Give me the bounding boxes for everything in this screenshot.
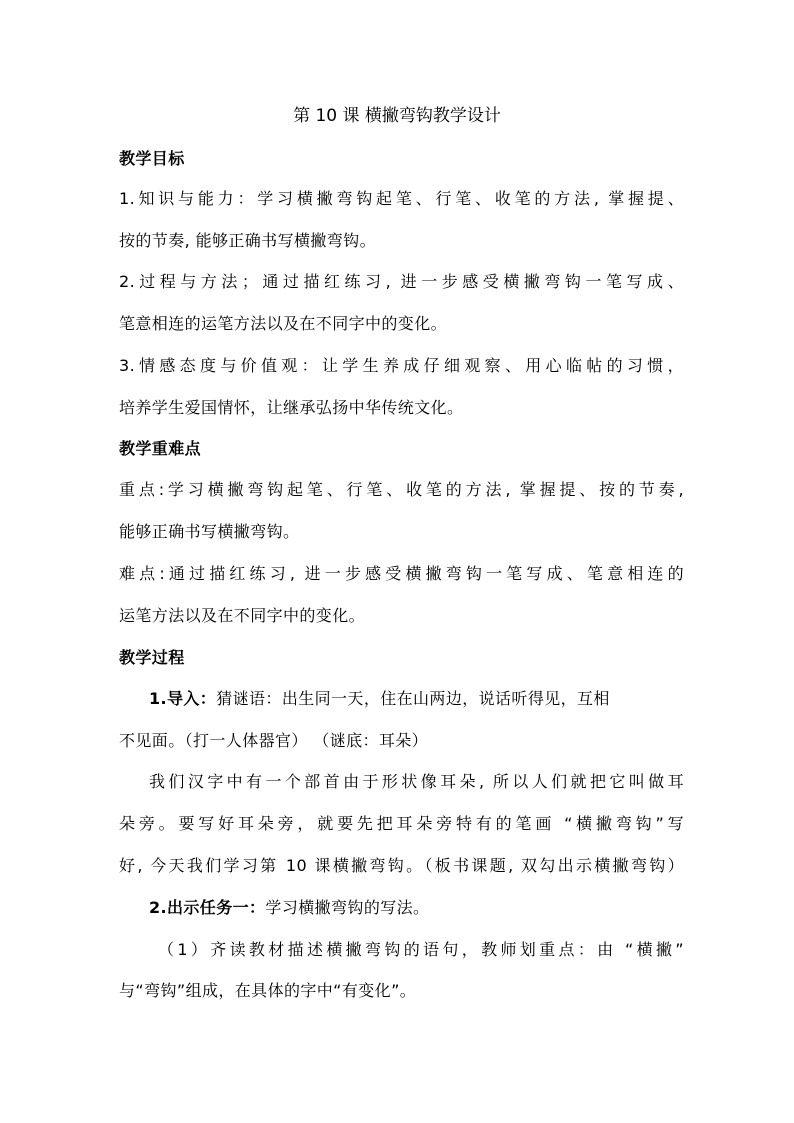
- paragraph-line-2: 朵旁。要写好耳朵旁，就要先把耳朵旁特有的笔画 “横撇弯钩”写: [119, 814, 684, 833]
- intro-text: 猜谜语：出生同一天，住在山两边，说话听得见，互相: [216, 689, 610, 708]
- key-point-line-4: 运笔方法以及在不同字中的变化。: [119, 606, 366, 625]
- document-title: 第 10 课 横撇弯钩教学设计: [293, 106, 501, 126]
- key-point-line-2: 能够正确书写横撇弯钩。: [119, 522, 300, 541]
- objective-line-3: 2.过程与方法；通过描红练习, 进一步感受横撇弯钩一笔写成、: [119, 272, 684, 291]
- objective-line-5: 3.情感态度与价值观：让学生养成仔细观察、用心临帖的习惯，: [119, 356, 684, 375]
- objective-line-1: 1.知识与能力：学习横撇弯钩起笔、行笔、收笔的方法, 掌握提、: [119, 189, 684, 208]
- item1-line-1: （1）齐读教材描述横撇弯钩的语句，教师划重点：由 “横撇”: [158, 940, 684, 959]
- paragraph-line-1: 我们汉字中有一个部首由于形状像耳朵, 所以人们就把它叫做耳: [149, 772, 684, 791]
- process-intro-line-1: [149, 687, 684, 711]
- task1-line: [149, 896, 684, 920]
- paragraph-line-3: 好, 今天我们学习第 10 课横撇弯钩。（板书课题, 双勾出示横撇弯钩）: [119, 856, 684, 875]
- objective-line-6: 培养学生爱国情怀，让继承弘扬中华传统文化。: [119, 398, 464, 417]
- item1-line-2: 与“弯钩”组成，在具体的字中“有变化”。: [119, 981, 417, 1000]
- intro-label: 1.导入：: [149, 689, 217, 708]
- key-point-line-3: 难点:通过描红练习, 进一步感受横撇弯钩一笔写成、笔意相连的: [119, 564, 684, 583]
- objective-line-2: 按的节奏, 能够正确书写横撇弯钩。: [119, 231, 376, 250]
- key-point-line-1: 重点:学习横撇弯钩起笔、行笔、收笔的方法, 掌握提、按的节奏,: [119, 480, 684, 499]
- section-heading-process: 教学过程: [119, 648, 185, 667]
- task1-text: 学习横撇弯钩的写法。: [265, 898, 430, 917]
- objective-line-4: 笔意相连的运笔方法以及在不同字中的变化。: [119, 314, 448, 333]
- process-intro-line-2: 不见面。（打一人体器官） （谜底：耳朵）: [119, 731, 429, 750]
- task1-label: 2.出示任务一：: [149, 898, 266, 917]
- section-heading-key-points: 教学重难点: [119, 439, 202, 458]
- section-heading-objectives: 教学目标: [119, 149, 185, 168]
